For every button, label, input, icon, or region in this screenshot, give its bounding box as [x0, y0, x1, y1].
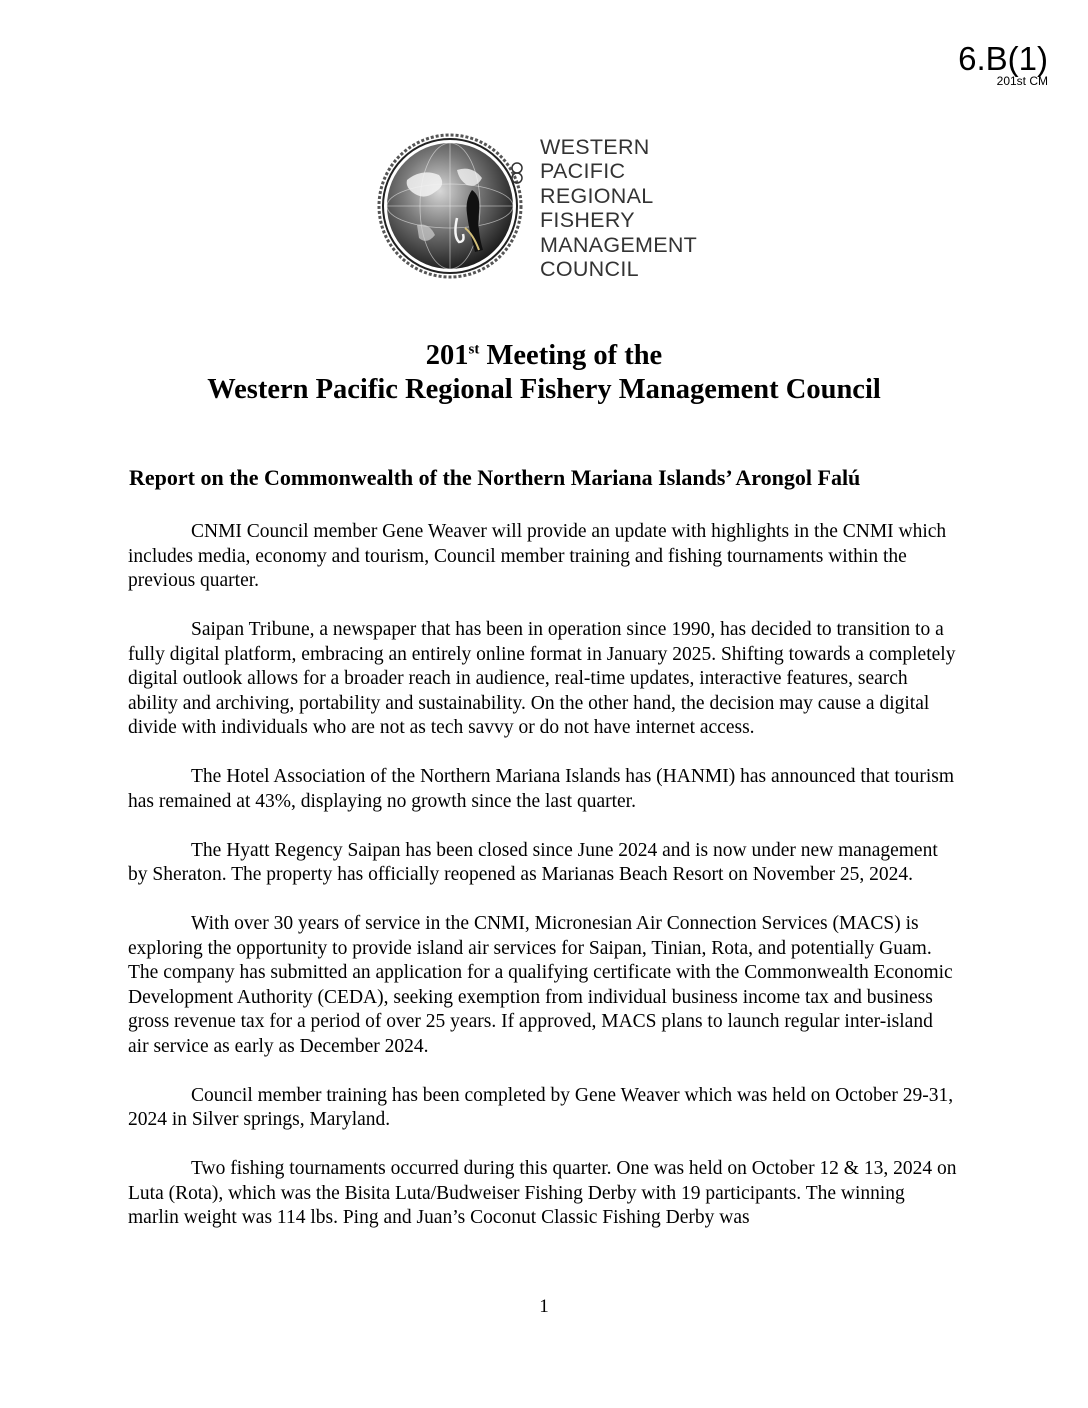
logo-line: WESTERN [540, 135, 650, 159]
council-logo-wordmark [540, 135, 697, 281]
title-number: 201 [425, 340, 469, 371]
report-body [128, 520, 958, 1255]
logo-line: FISHERY [540, 208, 635, 233]
logo-line: REGIONAL [540, 183, 654, 208]
title-line-1-rest: Meeting of the [479, 340, 663, 371]
logo-line: MANAGEMENT [540, 232, 698, 257]
paragraph: The Hotel Association of the Northern Mariana Islands has (HANMI) has announced that tourism has remained at 43%, displaying no growth since the last quarter. [128, 766, 955, 812]
page-number: 1 [539, 1296, 549, 1317]
council-logo [377, 130, 717, 282]
title-line-1 [0, 339, 1088, 373]
title-superscript: st [468, 341, 480, 358]
document-code-tag [958, 42, 1048, 87]
report-heading: Report on the Commonwealth of the Northern Mariana Islands’ Arongol Falú [129, 465, 861, 490]
logo-line: PACIFIC [540, 159, 626, 184]
logo-line: COUNCIL [540, 257, 639, 282]
globe-emblem-icon [377, 130, 527, 282]
document-code: 6.B(1) [958, 40, 1048, 77]
page-title [0, 339, 1088, 407]
title-line-2: Western Pacific Regional Fishery Management Council [207, 374, 881, 405]
paragraph: Saipan Tribune, a newspaper that has been in operation since 1990, has decided to transition to a fully digital platform, embracing an entirely online format in January 2025. Shifting towards a completely digital outlook allows for a broader reach in audience, real-time updates, interactive features, search ability and archiving, portability and sustainability. On the other hand, the decision may cause a digital divide with individuals who are not as tech savvy or do not have internet access. [128, 619, 956, 738]
meeting-code: 201st CM [996, 74, 1048, 88]
paragraph: CNMI Council member Gene Weaver will provide an update with highlights in the CNMI which includes media, economy and tourism, Council member training and fishing tournaments within the previous quarter. [128, 521, 947, 591]
paragraph: Council member training has been completed by Gene Weaver which was held on October 29-31, 2024 in Silver springs, Maryland. [128, 1084, 954, 1130]
paragraph: With over 30 years of service in the CNMI, Micronesian Air Connection Services (MACS) is exploring the opportunity to provide island air services for Saipan, Tinian, Rota, and potentially Guam. The company has submitted an application for a qualifying certificate with the Commonwealth Economic Development Authority (CEDA), seeking exemption from individual business income tax and business gross revenue tax for a period of over 25 years. If approved, MACS plans to launch regular inter-island air service as early as December 2024. [128, 913, 953, 1057]
paragraph: Two fishing tournaments occurred during this quarter. One was held on October 12 & 13, 2024 on Luta (Rota), which was the Bisita Luta/Budweiser Fishing Derby with 19 participants. The winning marlin weight was 114 lbs. Ping and Juan’s Coconut Classic Fishing Derby was [128, 1158, 957, 1228]
paragraph: The Hyatt Regency Saipan has been closed since June 2024 and is now under new management by Sheraton. The property has officially reopened as Marianas Beach Resort on November 25, 2024. [128, 839, 938, 885]
